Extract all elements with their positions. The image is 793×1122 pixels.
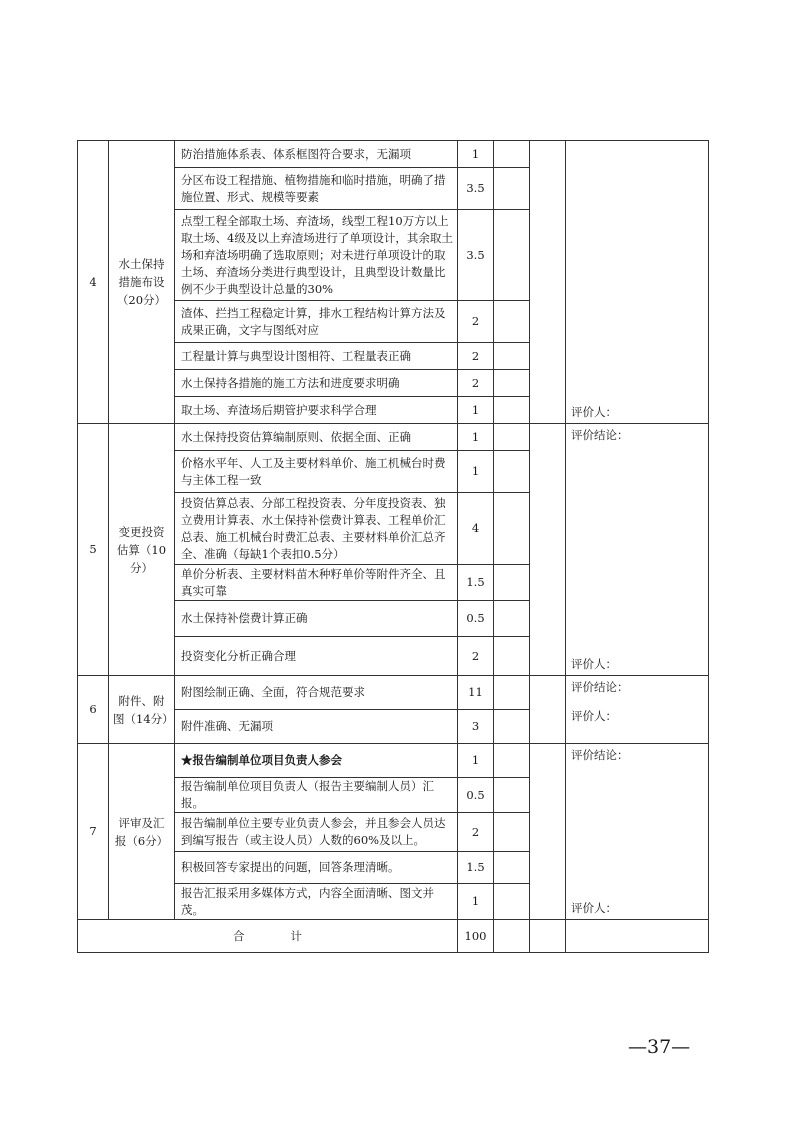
score-cell: [530, 676, 566, 744]
criterion-text: 报告编制单位项目负责人（报告主要编制人员）汇报。: [175, 778, 458, 813]
score-cell: [494, 852, 530, 884]
score-cell: [494, 168, 530, 210]
criterion-text: 水土保持投资估算编制原则、依据全面、正确: [175, 424, 458, 451]
score-cell: [494, 343, 530, 370]
criterion-text: 投资估算总表、分部工程投资表、分年度投资表、独立费用计算表、水土保持补偿费计算表、工程单价汇总表、施工机械台时费汇总表、主要材料单价汇总齐全、准确（每缺1个表扣0.5分）: [175, 493, 458, 565]
reviewer-label: 评价人：: [571, 709, 617, 723]
criterion-text: 水土保持各措施的施工方法和进度要求明确: [175, 370, 458, 397]
reviewer-label: 评价人：: [571, 405, 617, 419]
total-row: [78, 920, 709, 953]
score-cell: [494, 813, 530, 852]
criterion-text: 积极回答专家提出的问题，回答条理清晰。: [175, 852, 458, 884]
evaluation-cell: [566, 141, 709, 424]
criterion-text: 报告汇报采用多媒体方式，内容全面清晰、图文并茂。: [175, 884, 458, 920]
section-category-text: 变更投资估算（10分）: [116, 524, 167, 575]
score-cell: [494, 397, 530, 424]
reviewer-label: 评价人：: [571, 657, 617, 671]
score-cell: [494, 210, 530, 301]
score-cell: [530, 424, 566, 676]
max-score: 2: [458, 301, 494, 343]
max-score: 1: [458, 397, 494, 424]
conclusion-label: 评价结论：: [571, 680, 629, 694]
score-cell: [494, 778, 530, 813]
max-score: 1: [458, 884, 494, 920]
max-score: 2: [458, 370, 494, 397]
section-category: [109, 744, 175, 920]
criterion-text: 水土保持补偿费计算正确: [175, 601, 458, 637]
max-score: 0.5: [458, 601, 494, 637]
criterion-text: ★报告编制单位项目负责人参会: [175, 744, 458, 778]
score-cell: [494, 451, 530, 493]
score-cell: [530, 920, 566, 953]
evaluation-cell: [566, 424, 709, 676]
score-cell: [494, 710, 530, 744]
score-cell: [494, 565, 530, 601]
criterion-text: 附件准确、无漏项: [175, 710, 458, 744]
max-score: 3.5: [458, 210, 494, 301]
table-row: [78, 141, 709, 168]
criterion-text: 单价分析表、主要材料苗木种籽单价等附件齐全、且真实可靠: [175, 565, 458, 601]
max-score: 0.5: [458, 778, 494, 813]
criterion-text: 报告编制单位主要专业负责人参会，并且参会人员达到编写报告（或主设人员）人数的60%及以上。: [175, 813, 458, 852]
section-category: [109, 141, 175, 424]
max-score: 2: [458, 813, 494, 852]
max-score: 1.5: [458, 852, 494, 884]
reviewer-label: 评价人：: [571, 901, 617, 915]
score-cell: [494, 601, 530, 637]
section-number: 7: [78, 744, 109, 920]
section-category-text: 水土保持措施布设（20分）: [116, 257, 167, 307]
criterion-text: 防治措施体系表、体系框图符合要求，无漏项: [175, 141, 458, 168]
section-category-text: 评审及汇报（6分）: [114, 815, 169, 848]
score-cell: [494, 676, 530, 710]
scoring-table: [77, 140, 709, 953]
total-score: 100: [458, 920, 494, 953]
table-row: [78, 676, 709, 710]
score-cell: [494, 370, 530, 397]
max-score: 3: [458, 710, 494, 744]
table-row: [78, 744, 709, 778]
criterion-text: 点型工程全部取土场、弃渣场，线型工程10万方以上取土场、4级及以上弃渣场进行了单项设计，其余取土场和弃渣场明确了选取原则；对未进行单项设计的取土场、弃渣场分类进行典型设计，且典型设计数量比例不少于典型设计总量的30%: [175, 210, 458, 301]
evaluation-cell: [566, 676, 709, 744]
max-score: 1: [458, 744, 494, 778]
max-score: 1: [458, 424, 494, 451]
score-cell: [494, 920, 530, 953]
score-cell: [494, 884, 530, 920]
conclusion-label: 评价结论：: [571, 748, 629, 762]
score-cell: [494, 493, 530, 565]
conclusion-label: 评价结论：: [571, 428, 629, 442]
criterion-text: 分区布设工程措施、植物措施和临时措施，明确了措施位置、形式、规模等要素: [175, 168, 458, 210]
section-category: [109, 676, 175, 744]
score-cell: [494, 744, 530, 778]
section-number: 4: [78, 141, 109, 424]
section-category: [109, 424, 175, 676]
score-cell: [494, 637, 530, 676]
score-cell: [566, 920, 709, 953]
criterion-text: 附图绘制正确、全面，符合规范要求: [175, 676, 458, 710]
max-score: 11: [458, 676, 494, 710]
max-score: 3.5: [458, 168, 494, 210]
max-score: 4: [458, 493, 494, 565]
score-cell: [494, 141, 530, 168]
section-number: 5: [78, 424, 109, 676]
section-category-text: 附件、附图（14分）: [113, 693, 174, 726]
criterion-text: 渣体、拦挡工程稳定计算，排水工程结构计算方法及成果正确，文字与图纸对应: [175, 301, 458, 343]
criterion-text: 投资变化分析正确合理: [175, 637, 458, 676]
criterion-text: 工程量计算与典型设计图相符、工程量表正确: [175, 343, 458, 370]
criterion-text: 价格水平年、人工及主要材料单价、施工机械台时费与主体工程一致: [175, 451, 458, 493]
score-cell: [530, 744, 566, 920]
score-cell: [530, 141, 566, 424]
max-score: 1: [458, 141, 494, 168]
max-score: 1.5: [458, 565, 494, 601]
table-row: [78, 424, 709, 451]
score-cell: [494, 301, 530, 343]
max-score: 2: [458, 637, 494, 676]
evaluation-cell: [566, 744, 709, 920]
criterion-text: 取土场、弃渣场后期管护要求科学合理: [175, 397, 458, 424]
max-score: 1: [458, 451, 494, 493]
score-cell: [494, 424, 530, 451]
max-score: 2: [458, 343, 494, 370]
section-number: 6: [78, 676, 109, 744]
page-number: —37—: [628, 1036, 691, 1058]
total-label: 合 计: [78, 920, 458, 953]
